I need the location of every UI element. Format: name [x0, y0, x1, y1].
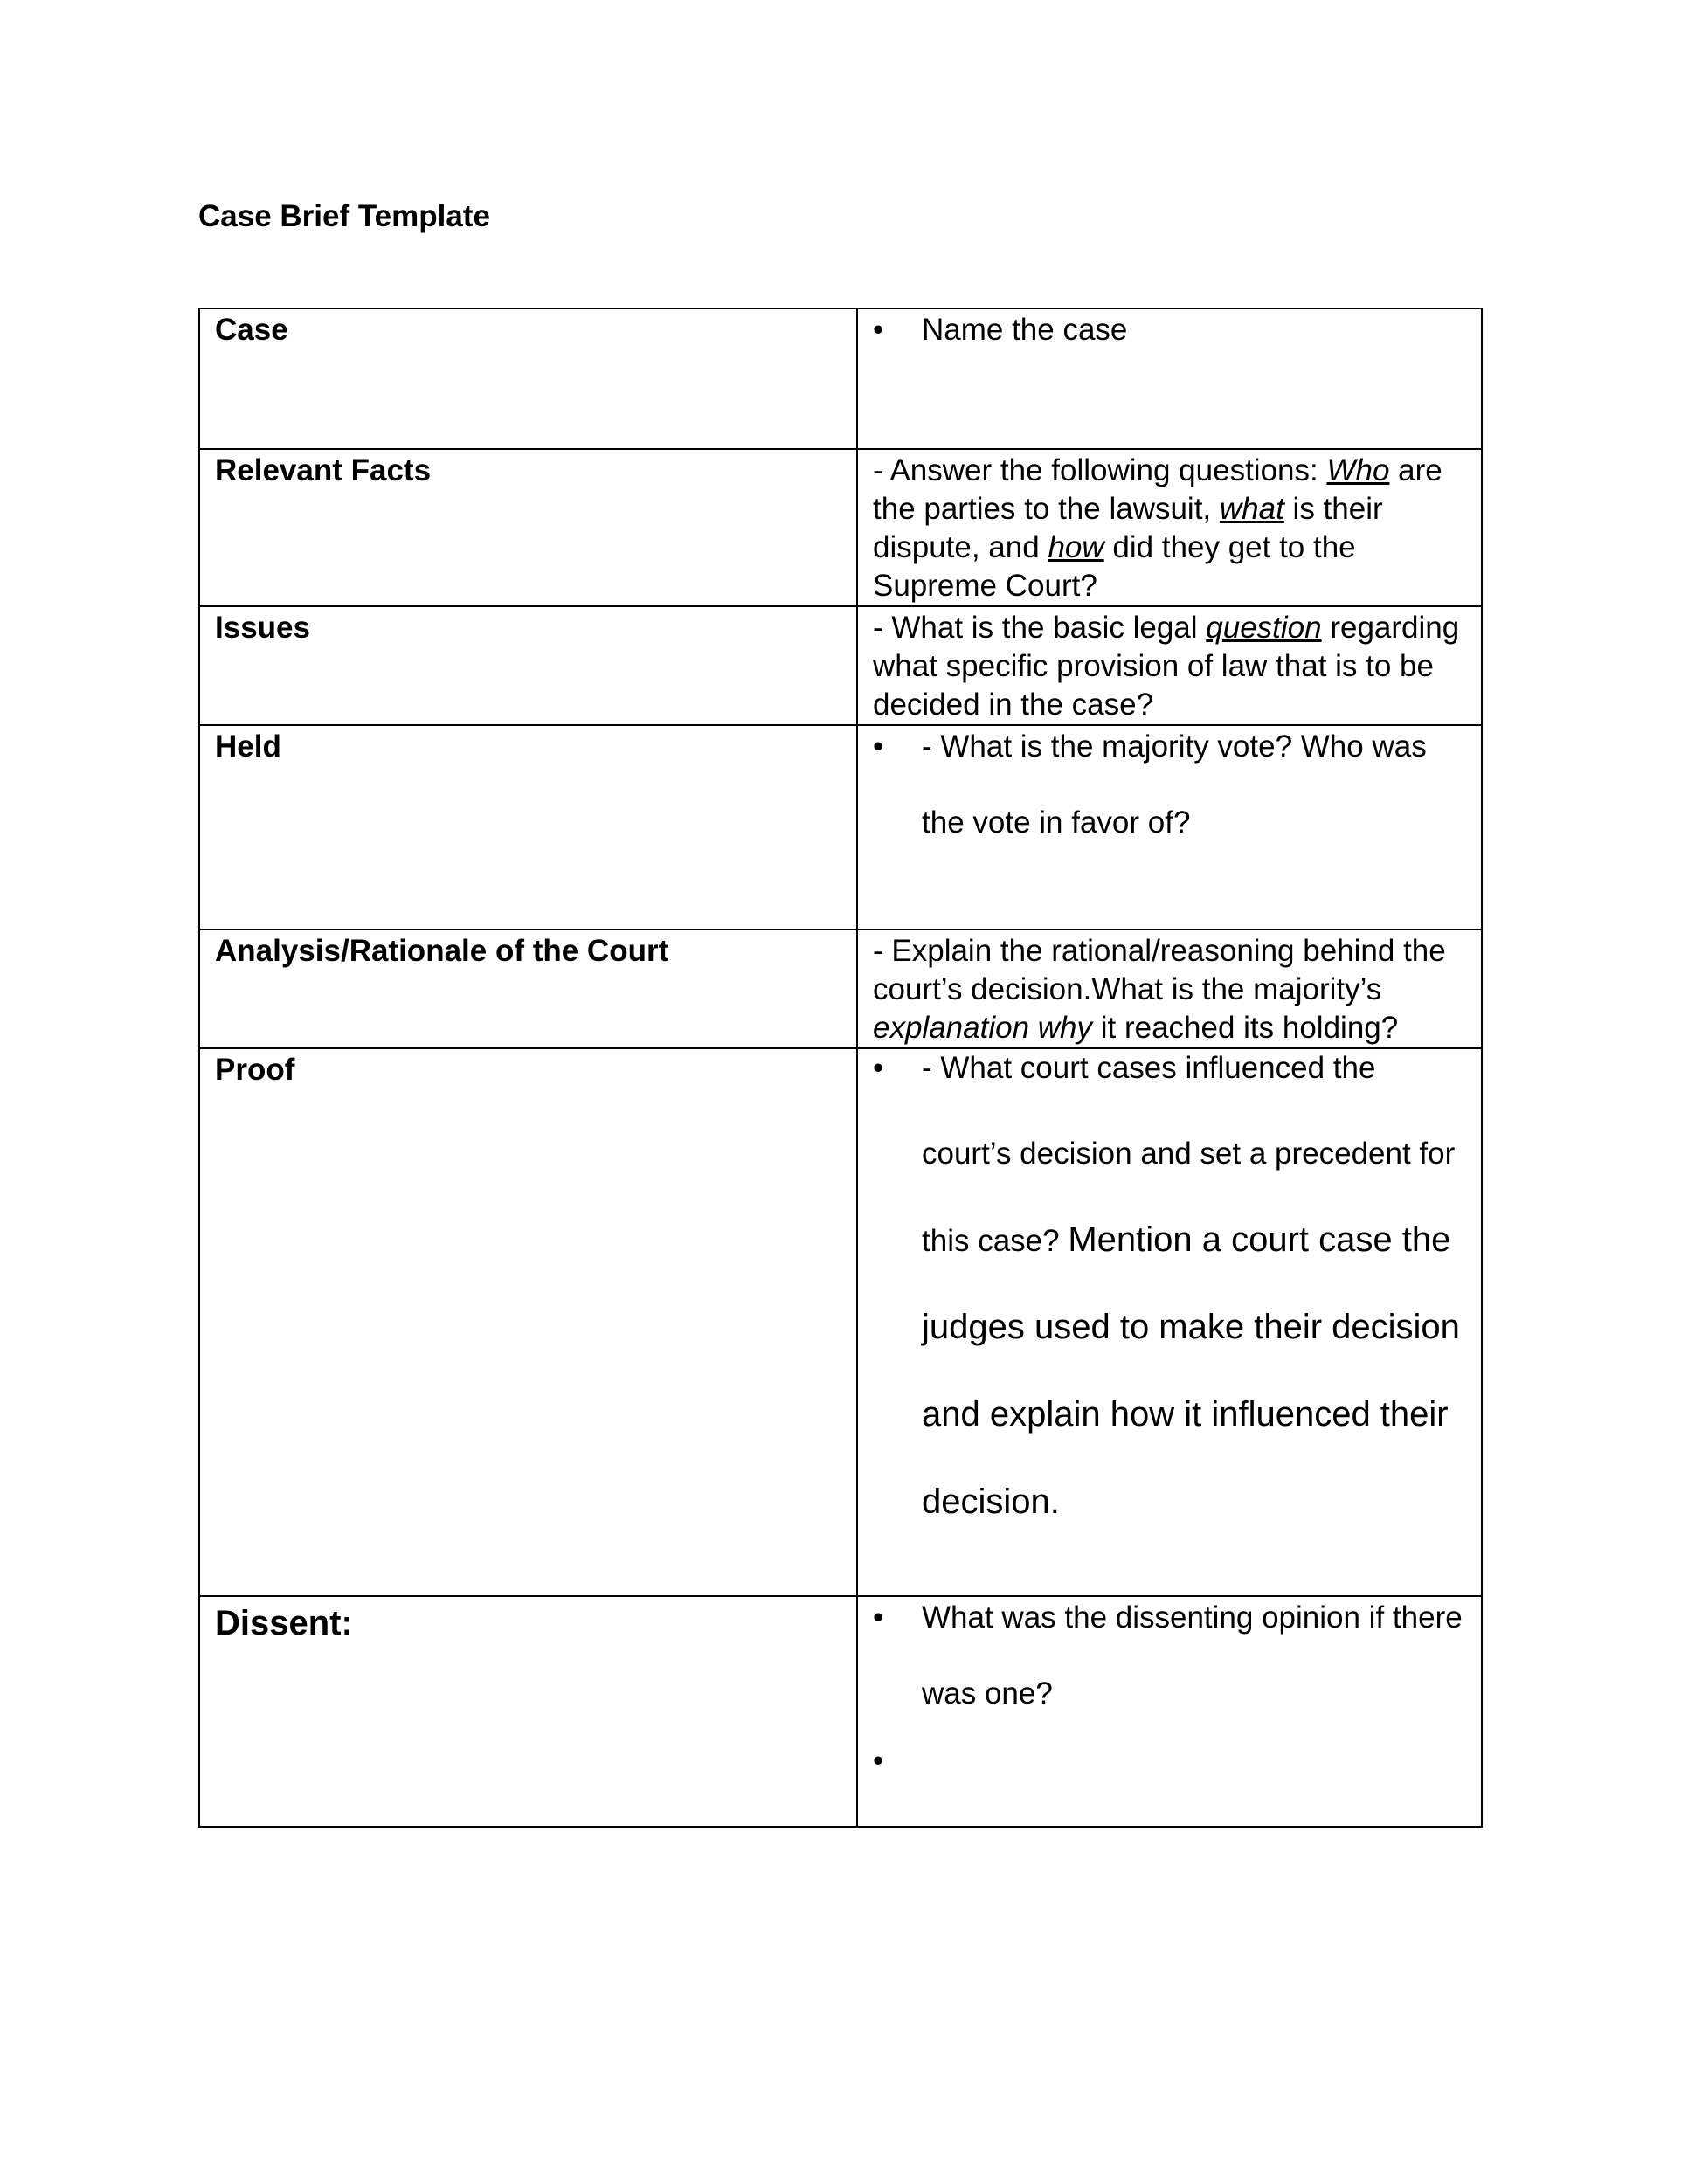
row-relevant-facts — [199, 449, 1482, 606]
label-cell-issues — [199, 606, 857, 725]
bullet-case: • Name the case — [873, 311, 1467, 349]
row-issues — [199, 606, 1482, 725]
issues-text-1: - What is the basic legal — [873, 611, 1207, 645]
label-cell-analysis — [199, 930, 857, 1048]
analysis-explanation: explanation why — [873, 1011, 1092, 1045]
facts-how: how — [1048, 530, 1104, 564]
content-cell-proof — [857, 1048, 1482, 1596]
label-analysis: Analysis/Rationale of the Court — [215, 934, 669, 968]
content-cell-held — [857, 725, 1482, 930]
text-issues — [873, 609, 1467, 724]
label-proof: Proof — [215, 1053, 295, 1087]
label-cell-case — [199, 308, 857, 449]
row-dissent — [199, 1596, 1482, 1827]
label-relevant-facts: Relevant Facts — [215, 453, 432, 487]
facts-text-1: - Answer the following questions: — [873, 453, 1327, 487]
text-relevant-facts — [873, 452, 1467, 605]
label-cell-dissent — [199, 1596, 857, 1827]
label-cell-held — [199, 725, 857, 930]
label-issues: Issues — [215, 611, 310, 645]
label-cell-proof — [199, 1048, 857, 1596]
row-proof — [199, 1048, 1482, 1596]
facts-text-3: is their dispute, and — [873, 492, 1383, 564]
bullet-proof — [873, 1026, 1467, 1546]
label-case: Case — [215, 313, 288, 347]
label-cell-relevant-facts — [199, 449, 857, 606]
facts-text-4: did they get to the Supreme Court? — [873, 530, 1356, 603]
content-cell-issues — [857, 606, 1482, 725]
row-case — [199, 308, 1482, 449]
document-title: Case Brief Template — [198, 199, 490, 233]
proof-text-1: - What court cases influenced the court’s decision and set a precedent for this case? — [922, 1051, 1456, 1258]
content-cell-dissent — [857, 1596, 1482, 1827]
facts-what: what — [1219, 492, 1284, 526]
label-held: Held — [215, 729, 281, 764]
content-cell-relevant-facts — [857, 449, 1482, 606]
analysis-text-1: - Explain the rational/reasoning behind the court’s decision.What is the majority’s — [873, 934, 1446, 1006]
bullet-held: • - What is the majority vote? Who was the vote in favor of? — [873, 708, 1467, 860]
case-brief-table — [198, 308, 1483, 1828]
label-dissent: Dissent: — [215, 1604, 353, 1642]
issues-question: question — [1206, 611, 1322, 645]
facts-who: Who — [1326, 453, 1390, 487]
analysis-text-2: it reached its holding? — [1092, 1011, 1399, 1045]
facts-text-2: are the parties to the lawsuit, — [873, 453, 1442, 526]
content-cell-case — [857, 308, 1482, 449]
bullet-dissent-1: • What was the dissenting opinion if there was one? — [873, 1579, 1467, 1731]
proof-text-2: Mention a court case the judges used to make their decision and explain how it influenced their decision. — [922, 1220, 1460, 1521]
row-held — [199, 725, 1482, 930]
issues-text-2: regarding what specific provision of law that is to be decided in the case? — [873, 611, 1460, 722]
